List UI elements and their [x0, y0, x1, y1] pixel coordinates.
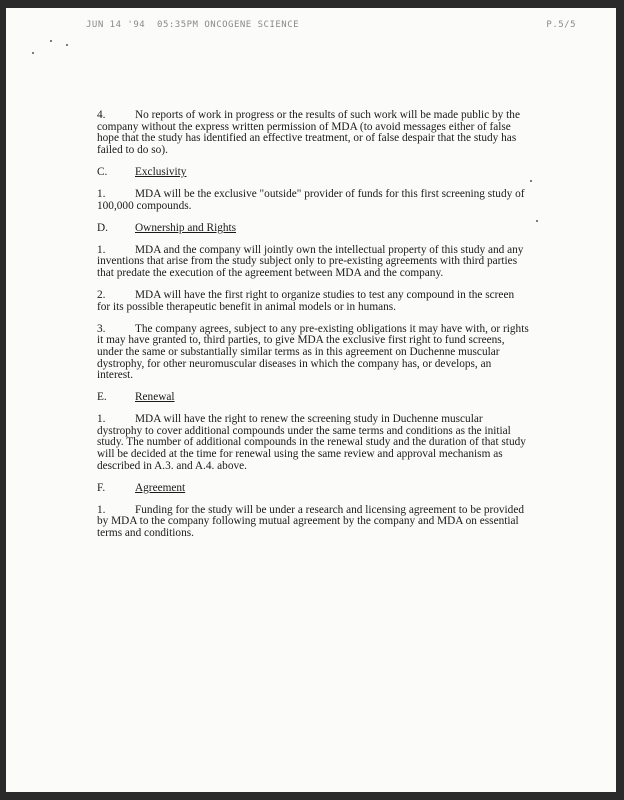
paragraph-number: 4. [97, 109, 106, 121]
paragraph-text: MDA will be the exclusive "outside" provider of funds for this first screening study of 100,000 compounds. [97, 187, 525, 212]
scan-speck [536, 220, 538, 222]
document-body [97, 110, 529, 550]
paragraph-4 [97, 110, 529, 156]
section-title: Ownership and Rights [135, 221, 237, 234]
paragraph-c1 [97, 189, 529, 212]
section-title: Agreement [135, 481, 186, 494]
paragraph-e1 [97, 414, 529, 472]
scan-speck [66, 44, 68, 46]
section-letter: C. [97, 165, 108, 178]
section-heading-c [97, 167, 529, 179]
paragraph-d3 [97, 324, 529, 382]
section-letter: F. [97, 481, 106, 494]
section-heading-f [97, 483, 529, 495]
section-letter: D. [97, 221, 108, 234]
paragraph-number: 1. [97, 243, 106, 256]
paragraph-text: No reports of work in progress or the results of such work will be made public by the company without the express written permission of MDA (to avoid messages either of false hope that the study has identified an effective treatment, or of false despair that the study has failed to do so). [97, 109, 520, 156]
section-title: Exclusivity [135, 165, 187, 178]
paragraph-text: MDA and the company will jointly own the intellectual property of this study and any inventions that arise from the study subject only to pre-existing agreements with third parties that predate the execution of the agreement between MDA and the company. [97, 243, 524, 279]
fax-header-page-number: P.5/5 [546, 20, 576, 30]
section-letter: E. [97, 391, 107, 404]
paragraph-number: 1. [97, 503, 106, 516]
section-title: Renewal [135, 391, 175, 404]
paragraph-d2 [97, 290, 529, 313]
paragraph-d1 [97, 245, 529, 280]
paragraph-text: MDA will have the first right to organize studies to test any compound in the screen for its possible therapeutic benefit in animal models or in humans. [97, 289, 515, 313]
scan-speck [530, 180, 532, 182]
paragraph-f1 [97, 505, 529, 540]
paragraph-number: 1. [97, 187, 106, 200]
paragraph-number: 3. [97, 322, 106, 335]
paragraph-text: MDA will have the right to renew the screening study in Duchenne muscular dystrophy to cover additional compounds under the same terms and conditions as the initial study. The number of additional compounds in the renewal study and the duration of that study will be decided at the time for renewal using the same review and approval mechanism as described in A.3. and A.4. above. [97, 413, 526, 472]
scan-speck [32, 52, 34, 54]
section-heading-e [97, 392, 529, 404]
paragraph-text: Funding for the study will be under a research and licensing agreement to be provided by MDA to the company following mutual agreement by the company and MDA on essential terms and conditions. [97, 503, 524, 540]
paragraph-number: 1. [97, 413, 106, 426]
fax-header [6, 20, 616, 34]
fax-header-timestamp: JUN 14 '94 05:35PM ONCOGENE SCIENCE [86, 20, 300, 30]
paragraph-number: 2. [97, 289, 106, 302]
paragraph-text: The company agrees, subject to any pre-existing obligations it may have with, or rights it may have granted to, third parties, to give MDA the exclusive first right to fund screens, under the same or substantially similar terms as in this agreement on Duchenne muscular dystrophy, for other neuromuscular diseases in which the company has, or develops, an interest. [97, 322, 529, 382]
document-page [6, 8, 616, 792]
scan-speck [50, 40, 52, 42]
section-heading-d [97, 223, 529, 235]
